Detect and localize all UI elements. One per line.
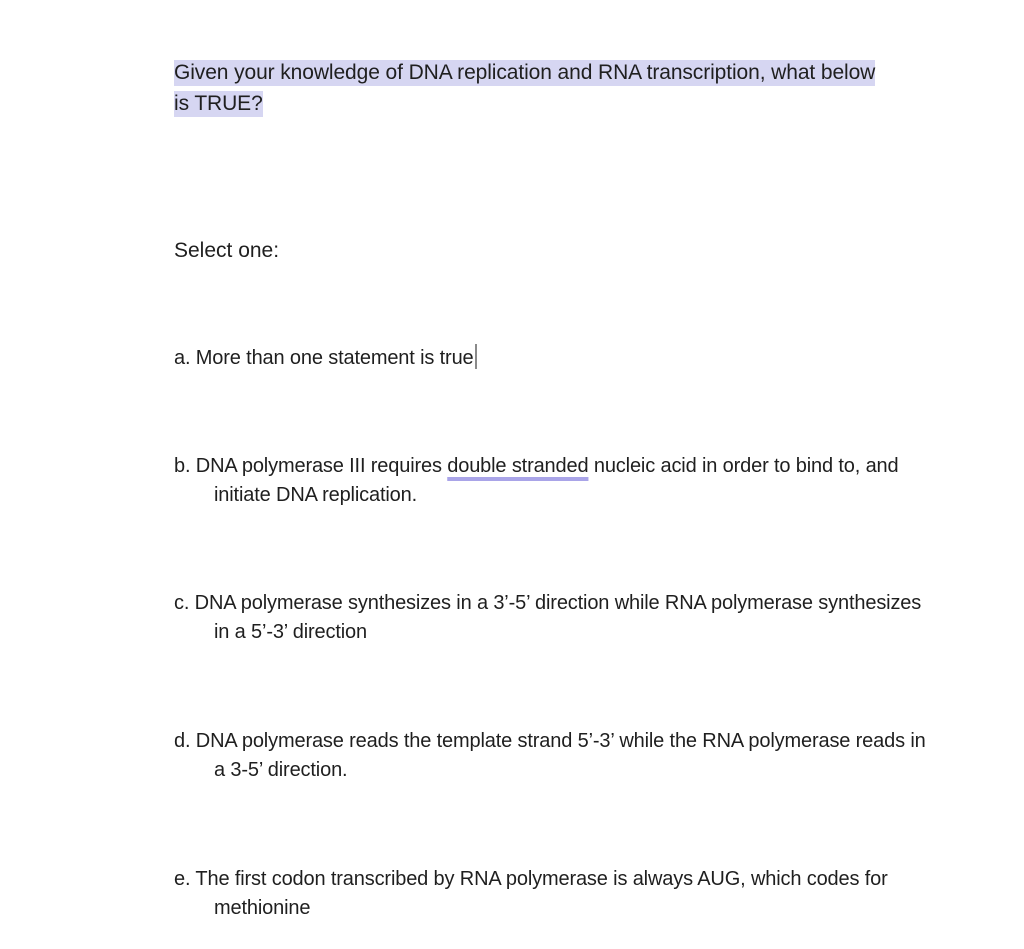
option-b-text-start: b. DNA polymerase III requires xyxy=(174,455,448,477)
spellcheck-flagged-word[interactable]: double stranded xyxy=(447,455,589,477)
option-a[interactable] xyxy=(174,344,934,373)
option-a-text: a. More than one statement is true xyxy=(174,347,474,369)
question-line-2[interactable]: is TRUE? xyxy=(174,92,263,115)
option-c[interactable] xyxy=(174,589,934,647)
question-line-1[interactable]: Given your knowledge of DNA replication and RNA transcription, what below xyxy=(174,61,876,84)
text-cursor xyxy=(475,344,477,369)
question-text[interactable] xyxy=(174,57,934,119)
option-d-text: d. DNA polymerase reads the template strand 5’-3’ while the RNA polymerase reads in a 3-5’ direction. xyxy=(174,730,926,781)
select-one-label: Select one: xyxy=(174,239,280,262)
option-e[interactable] xyxy=(174,865,934,923)
option-e-text: e. The first codon transcribed by RNA polymerase is always AUG, which codes for methionine xyxy=(174,868,888,919)
option-d[interactable] xyxy=(174,727,934,785)
option-b[interactable] xyxy=(174,452,934,510)
document-page xyxy=(174,0,944,949)
option-b-text-end: nucleic acid in order to bind to, and initiate DNA replication. xyxy=(214,455,899,506)
option-c-text: c. DNA polymerase synthesizes in a 3’-5’ direction while RNA polymerase synthesizes in a 5’-3’ direction xyxy=(174,592,922,643)
